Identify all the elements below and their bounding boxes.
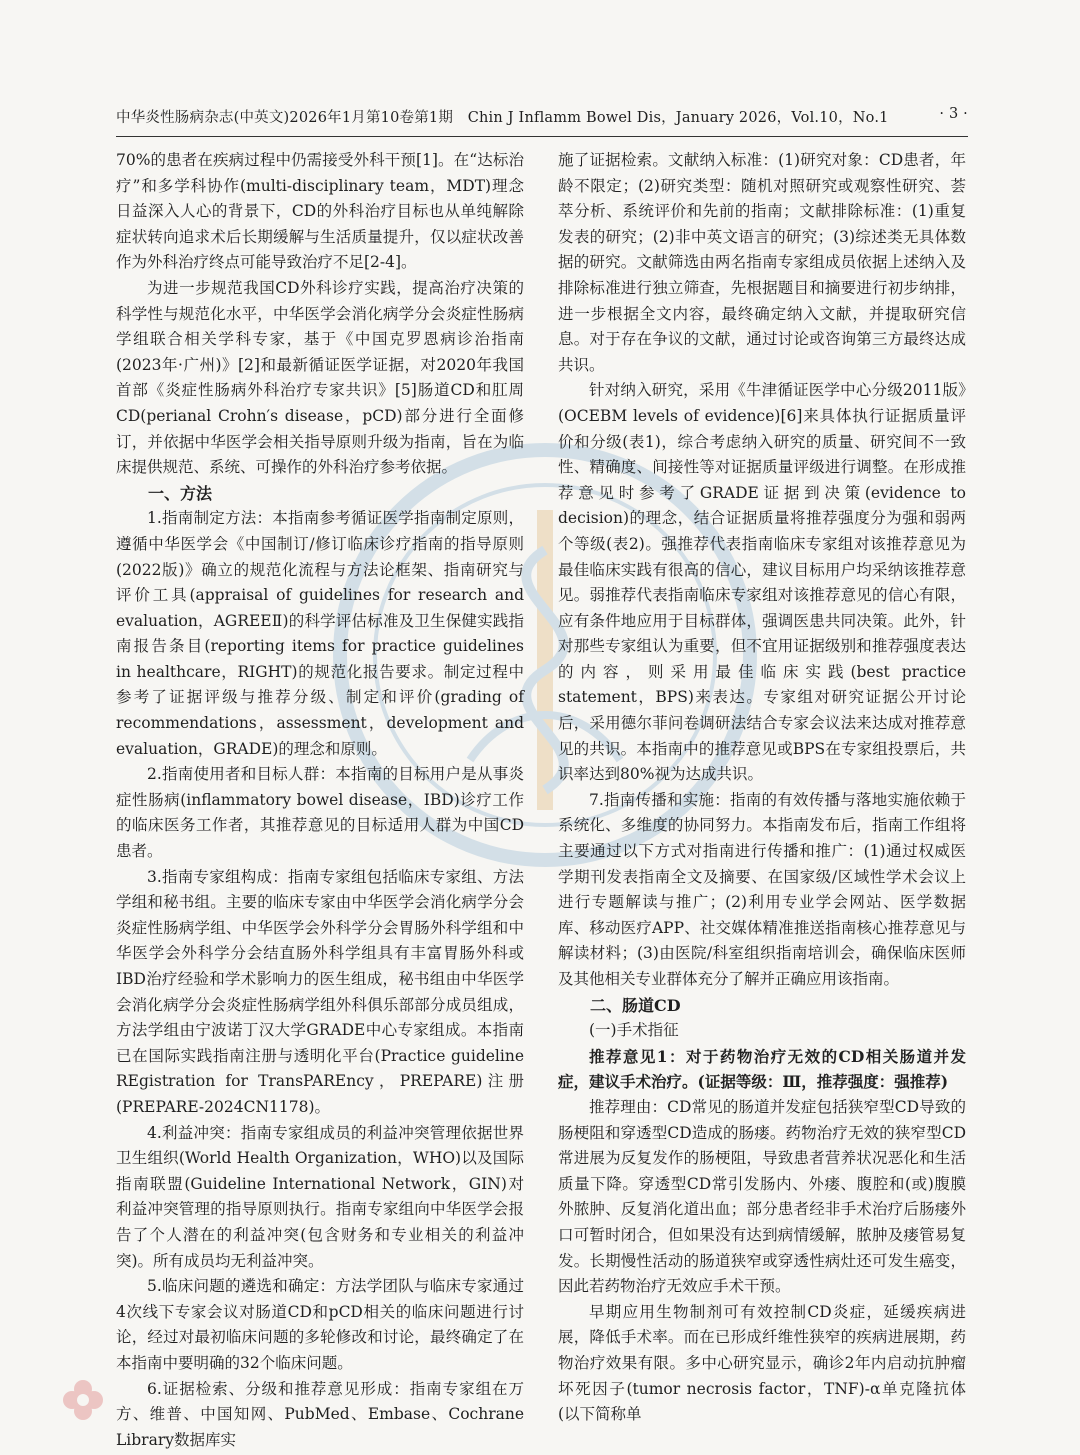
- section-heading: 一、方法: [148, 483, 213, 503]
- recommendation-statement: 推荐意见1：对于药物治疗无效的CD相关肠道并发症，建议手术治疗。(证据等级：Ⅲ，推荐强度：强推荐): [558, 1046, 966, 1092]
- flower-logo-icon: [60, 1377, 106, 1423]
- paragraph: 70%的患者在疾病过程中仍需接受外科干预[1]。在“达标治疗”和多学科协作(multi-disciplinary team，MDT)理念日益深入人心的背景下，CD的外科治疗目标也从单纯解除症状转向追求术后长期缓解与生活质量提升，仅以症状改善作为外科治疗终点可能导致治疗不足[2-4]。: [116, 151, 524, 272]
- paragraph: 为进一步规范我国CD外科诊疗实践，提高治疗决策的科学性与规范化水平，中华医学会消化病学分会炎症性肠病学组联合相关学科专家，基于《中国克罗恩病诊治指南(2023年·广州)》[2]和最新循证医学证据，对2020年我国首部《炎症性肠病外科治疗专家共识》[5]肠道CD和肛周CD(perianal Crohn′s disease，pCD)部分进行全面修订，并依据中华医学会相关指导原则升级为指南，旨在为临床提供规范、系统、可操作的外科治疗参考依据。: [116, 278, 524, 477]
- paragraph: 5.临床问题的遴选和确定：方法学团队与临床专家通过4次线下专家会议对肠道CD和pCD相关的临床问题进行讨论，经过对最初临床问题的多轮修改和讨论，最终确定了在本指南中要明确的32个临床问题。: [116, 1277, 524, 1372]
- paragraph: 针对纳入研究，采用《牛津循证医学中心分级2011版》(OCEBM levels of evidence)[6]来具体执行证据质量评价和分级(表1)，综合考虑纳入研究的质量、研究间不一致性、精确度、间接性等对证据质量评级进行调整。在形成推荐意见时参考了GRADE证据到决策(evidence to decision)的理念，结合证据质量将推荐强度分为强和弱两个等级(表2)。强推荐代表指南临床专家组对该推荐意见为最佳临床实践有很高的信心，建议目标用户均采纳该推荐意见。弱推荐代表指南临床专家组对该推荐意见的信心有限，应有条件地应用于目标群体，强调医患共同决策。此外，针对那些专家组认为重要，但不宜用证据级别和推荐强度表达的内容，则采用最佳临床实践(best practice statement，BPS)来表达。专家组对研究证据公开讨论后，采用德尔菲问卷调研法结合专家会议法来达成对推荐意见的共识。本指南中的推荐意见或BPS在专家组投票后，共识率达到80%视为达成共识。: [558, 381, 966, 784]
- paragraph: 6.证据检索、分级和推荐意见形成：指南专家组在万方、维普、中国知网、PubMed、Embase、Cochrane Library数据库实: [116, 1379, 524, 1449]
- paragraph: 4.利益冲突：指南专家组成员的利益冲突管理依据世界卫生组织(World Health Organization，WHO)以及国际指南联盟(Guideline International Network，GIN)对利益冲突管理的指导原则执行。指南专家组向中华医学会报告了个人潜在的利益冲突(包含财务和专业相关的利益冲突)。所有成员均无利益冲突。: [116, 1123, 524, 1270]
- paragraph: 7.指南传播和实施：指南的有效传播与落地实施依赖于系统化、多维度的协同努力。本指南发布后，指南工作组将主要通过以下方式对指南进行传播和推广：(1)通过权威医学期刊发表指南全文及摘要、在国家级/区域性学术会议上进行专题解读与推广；(2)利用专业学会网站、医学数据库、移动医疗APP、社交媒体精准推送指南核心推荐意见与解读材料；(3)由医院/科室组织指南培训会，确保临床医师及其他相关专业群体充分了解并正确应用该指南。: [558, 790, 966, 988]
- paragraph: 早期应用生物制剂可有效控制CD炎症，延缓疾病进展，降低手术率。而在已形成纤维性狭窄的疾病进展期，药物治疗效果有限。多中心研究显示，确诊2年内启动抗肿瘤坏死因子(tumor necrosis factor，TNF)-α单克隆抗体(以下简称单: [558, 1302, 966, 1424]
- paragraph: 2.指南使用者和目标人群：本指南的目标用户是从事炎症性肠病(inflammatory bowel disease，IBD)诊疗工作的临床医务工作者，其推荐意见的目标适用人群为中国CD患者。: [116, 765, 524, 861]
- subsection-heading: (一)手术指征: [589, 1021, 679, 1040]
- paragraph: 1.指南制定方法：本指南参考循证医学指南制定原则，遵循中华医学会《中国制订/修订临床诊疗指南的指导原则(2022版)》确立的规范化流程与方法论框架、指南研究与评价工具(appraisal of guidelines for research and evaluation，AGREEⅡ)的科学评估标准及卫生保健实践指南报告条目(reporting items for practice guidelines in healthcare，RIGHT)的规范化报告要求。制定过程中参考了证据评级与推荐分级、制定和评价(grading of recommendations，assessment，development and evaluation，GRADE)的理念和原则。: [116, 509, 524, 758]
- publisher-logo: [60, 1376, 390, 1424]
- paragraph: 3.指南专家组构成：指南专家组包括临床专家组、方法学组和秘书组。主要的临床专家由中华医学会消化病学分会炎症性肠病学组、中华医学会外科学分会胃肠外科学组和中华医学会外科学分会结直肠外科学组具有丰富胃肠外科或IBD治疗经验和学术影响力的医生组成，秘书组由中华医学会消化病学分会炎症性肠病学组外科俱乐部部分成员组成，方法学组由宁波诺丁汉大学GRADE中心专家组成。本指南已在国际实践指南注册与透明化平台(Practice guideline REgistration for TransPAREncy，PREPARE)注册(PREPARE-2024CN1178)。: [116, 867, 524, 1116]
- paragraph: 推荐理由：CD常见的肠道并发症包括狭窄型CD导致的肠梗阻和穿透型CD造成的肠瘘。药物治疗无效的狭窄型CD常进展为反复发作的肠梗阻，导致患者营养状况恶化和生活质量下降。穿透型CD常引发肠内、外瘘、腹腔和(或)腹膜外脓肿、反复消化道出血；部分患者经非手术治疗后肠瘘外口可暂时闭合，但如果没有达到病情缓解，脓肿及瘘管易复发。长期慢性活动的肠道狭窄或穿透性病灶还可发生癌变，因此若药物治疗无效应手术干预。: [558, 1097, 966, 1296]
- page-number: · 3 ·: [939, 106, 968, 122]
- paragraph: 施了证据检索。文献纳入标准：(1)研究对象：CD患者，年龄不限定；(2)研究类型：随机对照研究或观察性研究、荟萃分析、系统评价和先前的指南；文献排除标准：(1)重复发表的研究；(2)非中英文语言的研究；(3)综述类无具体数据的研究。文献筛选由两名指南专家组成员依据上述纳入及排除标准进行独立筛查，先根据题目和摘要进行初步纳排，进一步根据全文内容，最终确定纳入文献，并提取研究信息。对于存在争议的文献，通过讨论或咨询第三方最终达成共识。: [558, 151, 966, 374]
- section-heading: 二、肠道CD: [590, 995, 681, 1015]
- right-column: [558, 148, 966, 1428]
- running-header: [116, 104, 968, 137]
- left-column: [116, 148, 524, 1453]
- running-title: 中华炎性肠病杂志(中英文)2026年1月第10卷第1期 Chin J Inflamm Bowel Dis，January 2026，Vol.10，No.1: [116, 110, 889, 126]
